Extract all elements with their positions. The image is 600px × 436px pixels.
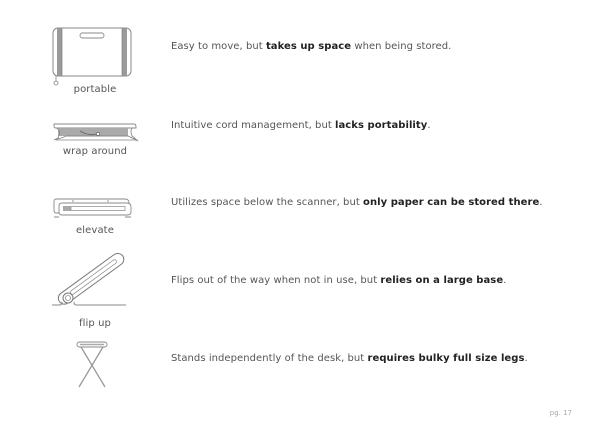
portable-scanner-icon	[52, 27, 132, 85]
option-description: Intuitive cord management, but lacks portability.	[171, 120, 431, 131]
drawback-text: relies on a large base	[380, 275, 504, 286]
page-number: pg. 17	[549, 409, 572, 417]
option-label: elevate	[76, 225, 114, 236]
wrap-around-icon	[52, 122, 138, 144]
option-description: Easy to move, but takes up space when being stored.	[171, 41, 452, 52]
option-label: portable	[73, 84, 117, 95]
drawback-text: takes up space	[265, 41, 352, 52]
option-description: Flips out of the way when not in use, but relies on a large base.	[171, 275, 507, 286]
option-description: Utilizes space below the scanner, but only paper can be stored there.	[171, 197, 543, 208]
drawback-text: requires bulky full size legs	[367, 353, 525, 364]
option-label: wrap around	[62, 146, 128, 157]
option-label: flip up	[79, 318, 111, 329]
folding-stand-icon	[76, 341, 108, 387]
drawback-text: only paper can be stored there	[363, 197, 540, 208]
option-description: Stands independently of the desk, but requires bulky full size legs.	[171, 353, 528, 364]
elevate-icon	[53, 198, 133, 218]
drawback-text: lacks portability	[335, 120, 428, 131]
flip-up-icon	[52, 261, 132, 307]
